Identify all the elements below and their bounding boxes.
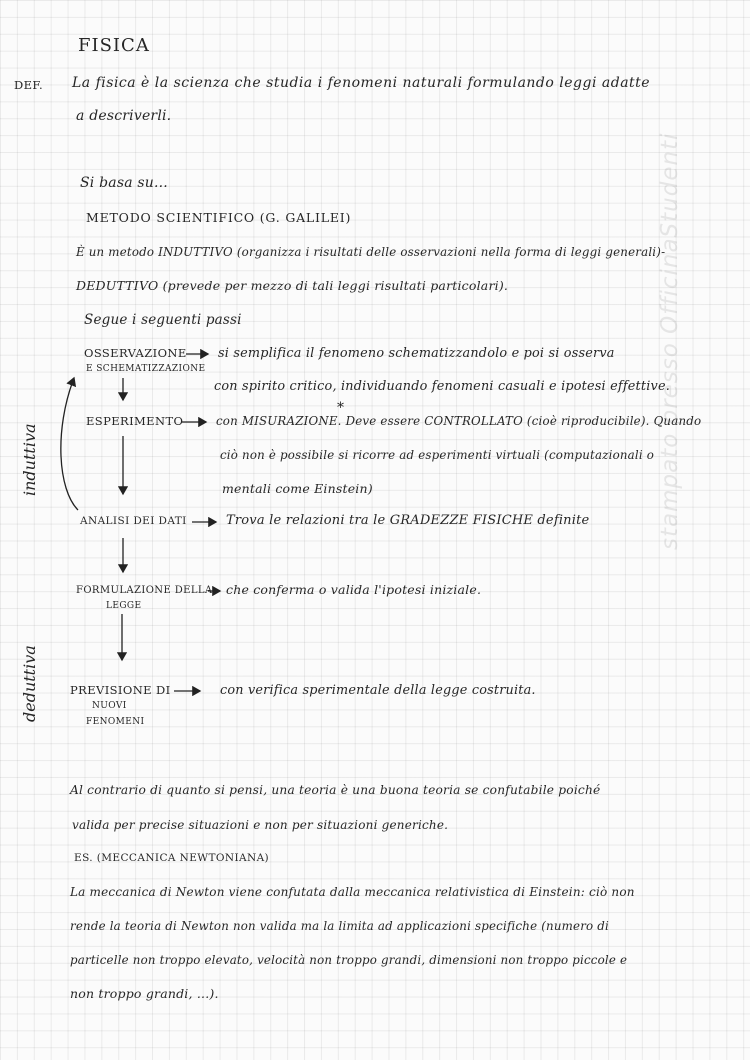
example-line-1: La meccanica di Newton viene confutata dalla meccanica relativistica di Einstein: ciò non — [70, 885, 635, 899]
conclusion-line-2: valida per precise situazioni e non per situazioni generiche. — [72, 818, 449, 832]
side-label-deductive: deduttiva — [20, 645, 39, 722]
step-observation-label-2: E SCHEMATIZZAZIONE — [86, 364, 206, 374]
definition-label: DEF. — [14, 78, 44, 92]
watermark: stampato presso OfficinaStudenti — [657, 132, 683, 550]
step-experiment-desc-1: con MISURAZIONE. Deve essere CONTROLLATO (cioè riproducibile). Quando — [216, 414, 702, 428]
step-observation-desc-1: si semplifica il fenomeno schematizzandolo e poi si osserva — [218, 346, 615, 361]
method-line-1: È un metodo INDUTTIVO (organizza i risultati delle osservazioni nella forma di leggi generali)- — [76, 245, 666, 259]
step-observation-desc-2: con spirito critico, individuando fenomeni casuali e ipotesi effettive. — [214, 379, 670, 394]
side-label-inductive: induttiva — [20, 423, 39, 496]
method-line-3: Segue i seguenti passi — [84, 312, 242, 328]
step-formulation-desc: che conferma o valida l'ipotesi iniziale. — [226, 582, 482, 597]
arrow-loop-back — [61, 378, 78, 510]
step-analysis-label: ANALISI DEI DATI — [80, 515, 187, 527]
example-line-2: rende la teoria di Newton non valida ma la limita ad applicazioni specifiche (numero di — [70, 919, 610, 933]
step-prediction-label-3: FENOMENI — [86, 717, 145, 727]
method-line-2: DEDUTTIVO (prevede per mezzo di tali leggi risultati particolari). — [76, 278, 509, 293]
step-prediction-label: PREVISIONE DI — [70, 683, 171, 697]
step-analysis-desc: Trova le relazioni tra le GRADEZZE FISICHE definite — [226, 513, 590, 528]
step-experiment-desc-3: mentali come Einstein) — [222, 481, 373, 496]
step-prediction-desc: con verifica sperimentale della legge costruita. — [220, 683, 536, 698]
step-experiment-label: ESPERIMENTO — [86, 414, 184, 428]
example-label: ES. (MECCANICA NEWTONIANA) — [74, 852, 270, 864]
step-formulation-label: FORMULAZIONE DELLA — [76, 585, 213, 596]
definition-line-2: a descriverli. — [76, 108, 172, 124]
definition-line-1: La fisica è la scienza che studia i fenomeni naturali formulando leggi adatte — [72, 75, 651, 91]
example-line-3: particelle non troppo elevato, velocità non troppo grandi, dimensioni non troppo piccole e — [70, 953, 628, 967]
page-title: FISICA — [78, 35, 150, 56]
conclusion-line-1: Al contrario di quanto si pensi, una teoria è una buona teoria se confutabile poiché — [70, 783, 601, 797]
example-line-4: non troppo grandi, ...). — [70, 986, 219, 1001]
step-prediction-label-2: NUOVI — [92, 701, 127, 711]
asterisk-mark: * — [337, 400, 344, 416]
step-observation-label: OSSERVAZIONE — [84, 346, 187, 360]
step-experiment-desc-2: ciò non è possibile si ricorre ad esperimenti virtuali (computazionali o — [220, 448, 655, 462]
step-formulation-label-2: LEGGE — [106, 601, 142, 611]
method-heading: METODO SCIENTIFICO (G. GALILEI) — [86, 210, 352, 225]
based-on-text: Si basa su... — [80, 175, 168, 191]
